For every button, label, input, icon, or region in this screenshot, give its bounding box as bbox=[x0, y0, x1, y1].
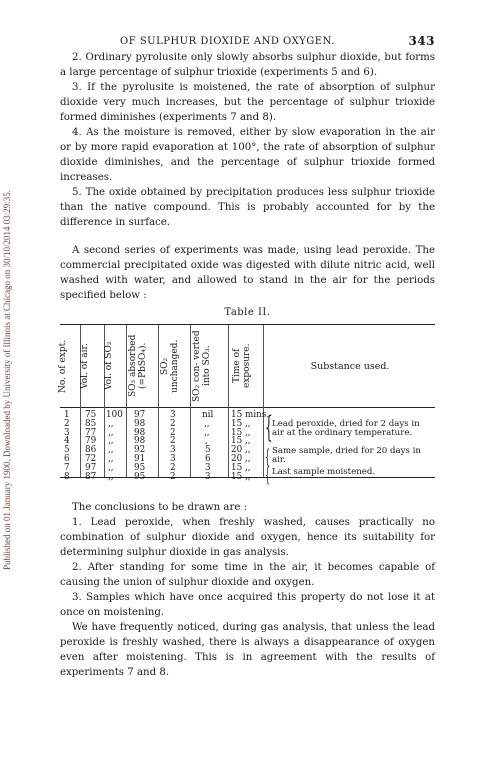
col-header-so3-absorbed: SO₃ absorbed (=PbSO₄). bbox=[128, 334, 148, 398]
intro-paragraph: A second series of experiments was made, using lead peroxide. The commercial precipitated oxide was digested with dilute nitric acid, well washed with water, and allowed to stand in the air for the periods specified below : bbox=[60, 245, 435, 301]
table-body bbox=[60, 410, 435, 486]
table-row: 7 97 ,, 95 2 3 15 ,, bbox=[64, 462, 251, 473]
table-row: 4 79 ,, 98 2 , 15 ,, bbox=[64, 436, 251, 447]
brace-icon: { bbox=[265, 410, 273, 445]
col-header-expt: No. of expt. bbox=[58, 339, 68, 393]
col-header-converted: SO₂ con- verted into SO₃. bbox=[192, 330, 212, 402]
running-title: OF SULPHUR DIOXIDE AND OXYGEN. bbox=[120, 36, 335, 47]
conclusions-heading: The conclusions to be drawn are : bbox=[72, 502, 248, 513]
table-row: 5 86 ,, 92 3 5 20 ,, bbox=[64, 445, 251, 456]
table-header bbox=[60, 325, 435, 408]
table-caption: Table II. bbox=[224, 307, 271, 318]
col-header-so2-unchanged: SO₂ unchanged. bbox=[160, 339, 180, 393]
closing-paragraph: We have frequently noticed, during gas analysis, that unless the lead peroxide is freshly washed, there is always a disappearance of oxygen even after moistening. This is in agreement with the results of experiments 7 and 8. bbox=[60, 622, 435, 678]
substance-note: Same sample, dried for 20 days in air. bbox=[272, 446, 421, 465]
brace-icon: { bbox=[265, 444, 271, 468]
conclusion-item: 1. Lead peroxide, when freshly washed, causes practically no combination of sulphur dioxide and oxygen, hence its suitability for determining sulphur dioxide in gas analysis. bbox=[60, 517, 435, 558]
brace-icon: { bbox=[265, 462, 271, 486]
paragraph: 4. As the moisture is removed, either by slow evaporation in the air or by more rapid evaporation at 100°, the rate of absorption of sulphur dioxide diminishes, and the percentage of sulphur trioxide formed increases. bbox=[60, 127, 435, 183]
running-header bbox=[60, 34, 435, 50]
table-row: 6 72 ,, 91 3 6 20 ,, bbox=[64, 453, 251, 464]
conclusion-item: 3. Samples which have once acquired this property do not lose it at once on moistening. bbox=[60, 592, 435, 618]
table-row: 3 77 ,, 98 2 ,, 15 ,, bbox=[64, 427, 251, 438]
substance-note: Lead peroxide, dried for 2 days in air at the ordinary temperature. bbox=[272, 419, 420, 438]
col-header-substance: Substance used. bbox=[310, 361, 390, 372]
paragraph: 5. The oxide obtained by precipitation produces less sulphur trioxide than the native compound. This is probably accounted for by the difference in surface. bbox=[60, 187, 435, 228]
page-number: 343 bbox=[408, 34, 435, 48]
table-row: 8 87 ,, 95 2 3 15 ,, bbox=[64, 471, 251, 482]
table-row: 2 85 ,, 98 2 ,, 15 ,, bbox=[64, 418, 251, 429]
conclusion-item: 2. After standing for some time in the air, it becomes capable of causing the union of sulphur dioxide and oxygen. bbox=[60, 562, 435, 588]
col-header-so2: Vol. of SO₂ bbox=[104, 341, 114, 391]
download-watermark: Published on 01 January 1900. Downloaded by University of Illinois at Chicago on 30/10/2014 03:29:35. bbox=[2, 190, 12, 570]
paragraph: 3. If the pyrolusite is moistened, the rate of absorption of sulphur dioxide very much increases, but the percentage of sulphur trioxide formed diminishes (experiments 7 and 8). bbox=[60, 82, 435, 123]
page-body bbox=[60, 34, 435, 680]
substance-note: Last sample moistened. bbox=[272, 467, 376, 477]
col-header-air: Vol. of air. bbox=[80, 343, 90, 389]
paragraph: 2. Ordinary pyrolusite only slowly absorbs sulphur dioxide, but forms a large percentage of sulphur trioxide (experiments 5 and 6). bbox=[60, 52, 435, 78]
col-header-time: Time of exposure. bbox=[232, 343, 252, 389]
data-table bbox=[58, 324, 435, 486]
table-row: 1 75 100 97 3 nil 15 mins. bbox=[64, 410, 270, 420]
